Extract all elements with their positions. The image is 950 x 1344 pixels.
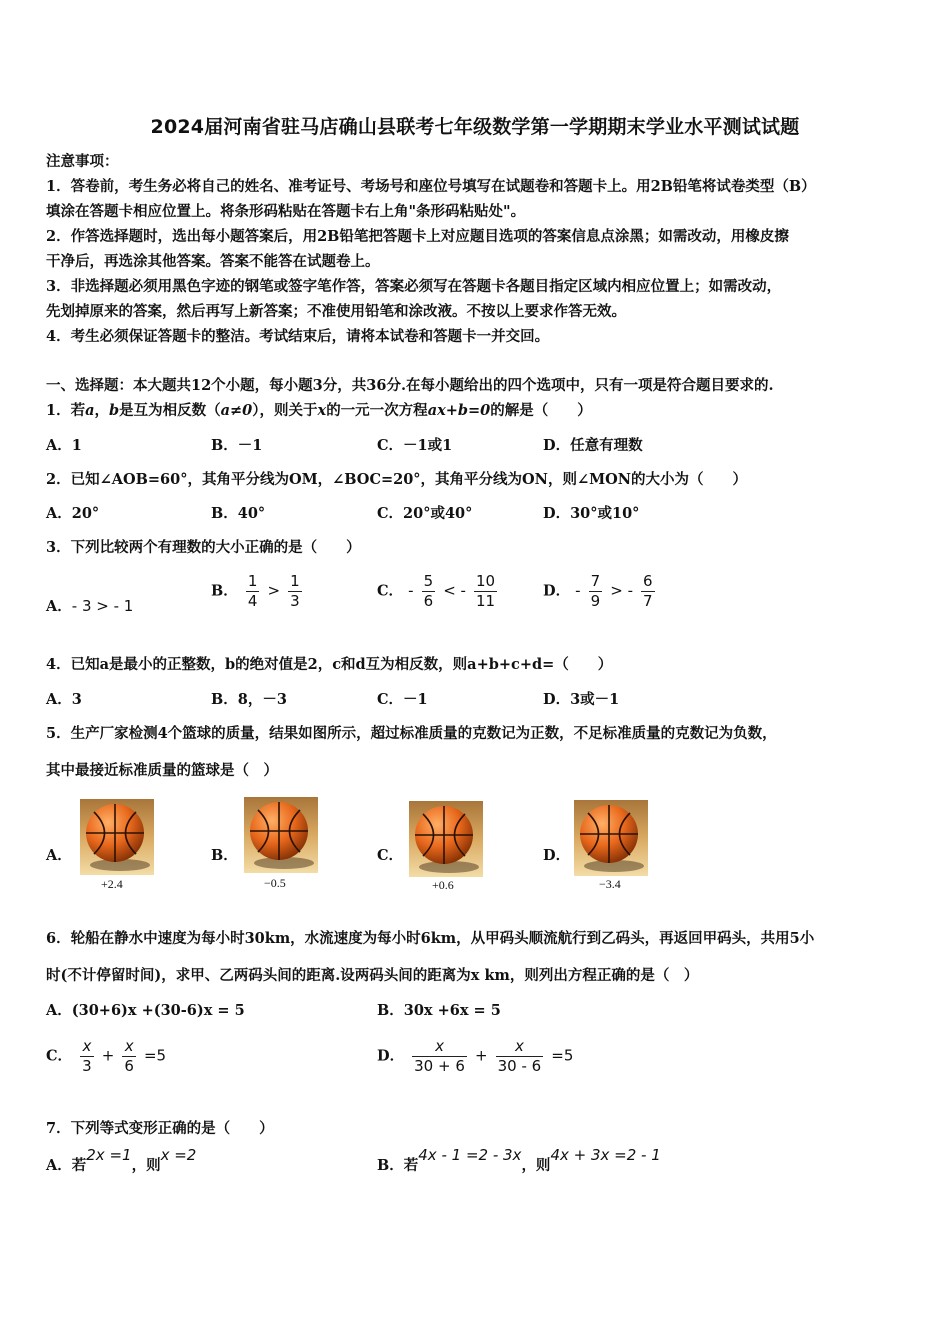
basketball-icon	[574, 800, 648, 876]
basketball-image	[80, 799, 154, 875]
q1-option-c: C．－1或1	[377, 437, 453, 454]
question-6-stem-line-2: 时(不计停留时间)，求甲、乙两码头间的距离.设两码头间的距离为x km，则列出方程正确的是（ ）	[46, 967, 699, 984]
q2-option-a: A．20°	[46, 505, 100, 522]
q6-option-c: C． $\frac{x}{3}$ + $\frac{x}{6}$ =5	[46, 1037, 167, 1075]
q7-option-b: B．若4x - 1 =2 - 3x，则4x + 3x =2 - 1	[377, 1146, 661, 1174]
q4-option-b: B．8，－3	[211, 691, 287, 708]
q6-option-a: A．(30+6)x +(30-6)x = 5	[46, 1002, 245, 1019]
q5-option-c-label: C．	[377, 847, 404, 864]
q3-option-d: D． - $\frac{7}{9}$ > - $\frac{6}{7}$	[543, 572, 653, 610]
basketball-image	[574, 800, 648, 876]
q5-option-d-label: D．	[543, 847, 571, 864]
q5-option-a-value: +2.4	[101, 877, 123, 891]
notice-line: 2．作答选择题时，选出每小题答案后，用2B铅笔把答题卡上对应题目选项的答案信息点涂黑；如需改动，用橡皮擦	[46, 228, 789, 245]
notice-line: 干净后，再选涂其他答案。答案不能答在试题卷上。	[46, 253, 380, 270]
question-5-stem-line-2: 其中最接近标准质量的篮球是（ ）	[46, 762, 278, 779]
basketball-icon	[80, 799, 154, 875]
basketball-icon	[244, 797, 318, 873]
question-7-stem: 7．下列等式变形正确的是（ ）	[46, 1120, 274, 1137]
notice-line: 4．考生必须保证答题卡的整洁。考试结束后，请将本试卷和答题卡一并交回。	[46, 328, 550, 345]
basketball-image	[409, 801, 483, 877]
notice-line: 填涂在答题卡相应位置上。将条形码粘贴在答题卡右上角"条形码粘贴处"。	[46, 203, 526, 220]
q3-option-a: A．- 3 > - 1	[46, 597, 134, 615]
q5-option-b-value: −0.5	[264, 876, 286, 890]
question-5-stem-line-1: 5．生产厂家检测4个篮球的质量，结果如图所示，超过标准质量的克数记为正数，不足标准质量的克数记为负数，	[46, 725, 777, 742]
notice-heading: 注意事项：	[46, 153, 119, 170]
q4-option-c: C．－1	[377, 691, 428, 708]
question-2-stem: 2．已知∠AOB=60°，其角平分线为OM，∠BOC=20°，其角平分线为ON，则∠MON的大小为（ ）	[46, 471, 748, 488]
question-6-stem-line-1: 6．轮船在静水中速度为每小时30km，水流速度为每小时6km，从甲码头顺流航行到乙码头，再返回甲码头，共用5小	[46, 930, 815, 947]
notice-line: 1．答卷前，考生务必将自己的姓名、准考证号、考场号和座位号填写在试题卷和答题卡上。用2B铅笔将试卷类型（B）	[46, 178, 816, 195]
section-heading: 一、选择题：本大题共12个小题，每小题3分，共36分.在每小题给出的四个选项中，只有一项是符合题目要求的.	[46, 377, 774, 394]
q5-option-c-value: +0.6	[432, 878, 454, 892]
notice-line: 3．非选择题必须用黑色字迹的钢笔或签字笔作答，答案必须写在答题卡各题目指定区域内相应位置上；如需改动，	[46, 278, 782, 295]
question-4-stem: 4．已知a是最小的正整数，b的绝对值是2，c和d互为相反数，则a+b+c+d=（ ）	[46, 656, 613, 673]
basketball-icon	[409, 801, 483, 877]
q3-option-b: B． $\frac{1}{4}$ > $\frac{1}{3}$	[211, 572, 300, 610]
q2-option-c: C．20°或40°	[377, 505, 473, 522]
q3-option-c: C． - $\frac{5}{6}$ < - $\frac{10}{11}$	[377, 572, 496, 610]
q2-option-d: D．30°或10°	[543, 505, 640, 522]
basketball-image	[244, 797, 318, 873]
q5-option-b-label: B．	[211, 847, 238, 864]
q1-option-a: A．1	[46, 437, 82, 454]
q5-option-d-value: −3.4	[599, 877, 621, 891]
q7-option-a: A．若2x =1，则x =2	[46, 1146, 197, 1174]
page-title: 2024届河南省驻马店确山县联考七年级数学第一学期期末学业水平测试试题	[150, 116, 800, 138]
q6-option-b: B．30x +6x = 5	[377, 1002, 501, 1019]
q4-option-a: A．3	[46, 691, 82, 708]
q1-option-d: D．任意有理数	[543, 437, 643, 454]
question-1-stem: 1．若a，b是互为相反数（a≠0），则关于x的一元一次方程ax+b=0的解是（ ）	[46, 402, 592, 419]
question-3-stem: 3．下列比较两个有理数的大小正确的是（ ）	[46, 539, 361, 556]
notice-line: 先划掉原来的答案，然后再写上新答案；不准使用铅笔和涂改液。不按以上要求作答无效。	[46, 303, 626, 320]
q6-option-d: D． $\frac{x}{30 + 6}$ + $\frac{x}{30 - 6}$ =5	[377, 1037, 574, 1075]
q2-option-b: B．40°	[211, 505, 266, 522]
q5-option-a-label: A．	[46, 847, 72, 864]
q1-option-b: B．－1	[211, 437, 263, 454]
q4-option-d: D．3或－1	[543, 691, 620, 708]
